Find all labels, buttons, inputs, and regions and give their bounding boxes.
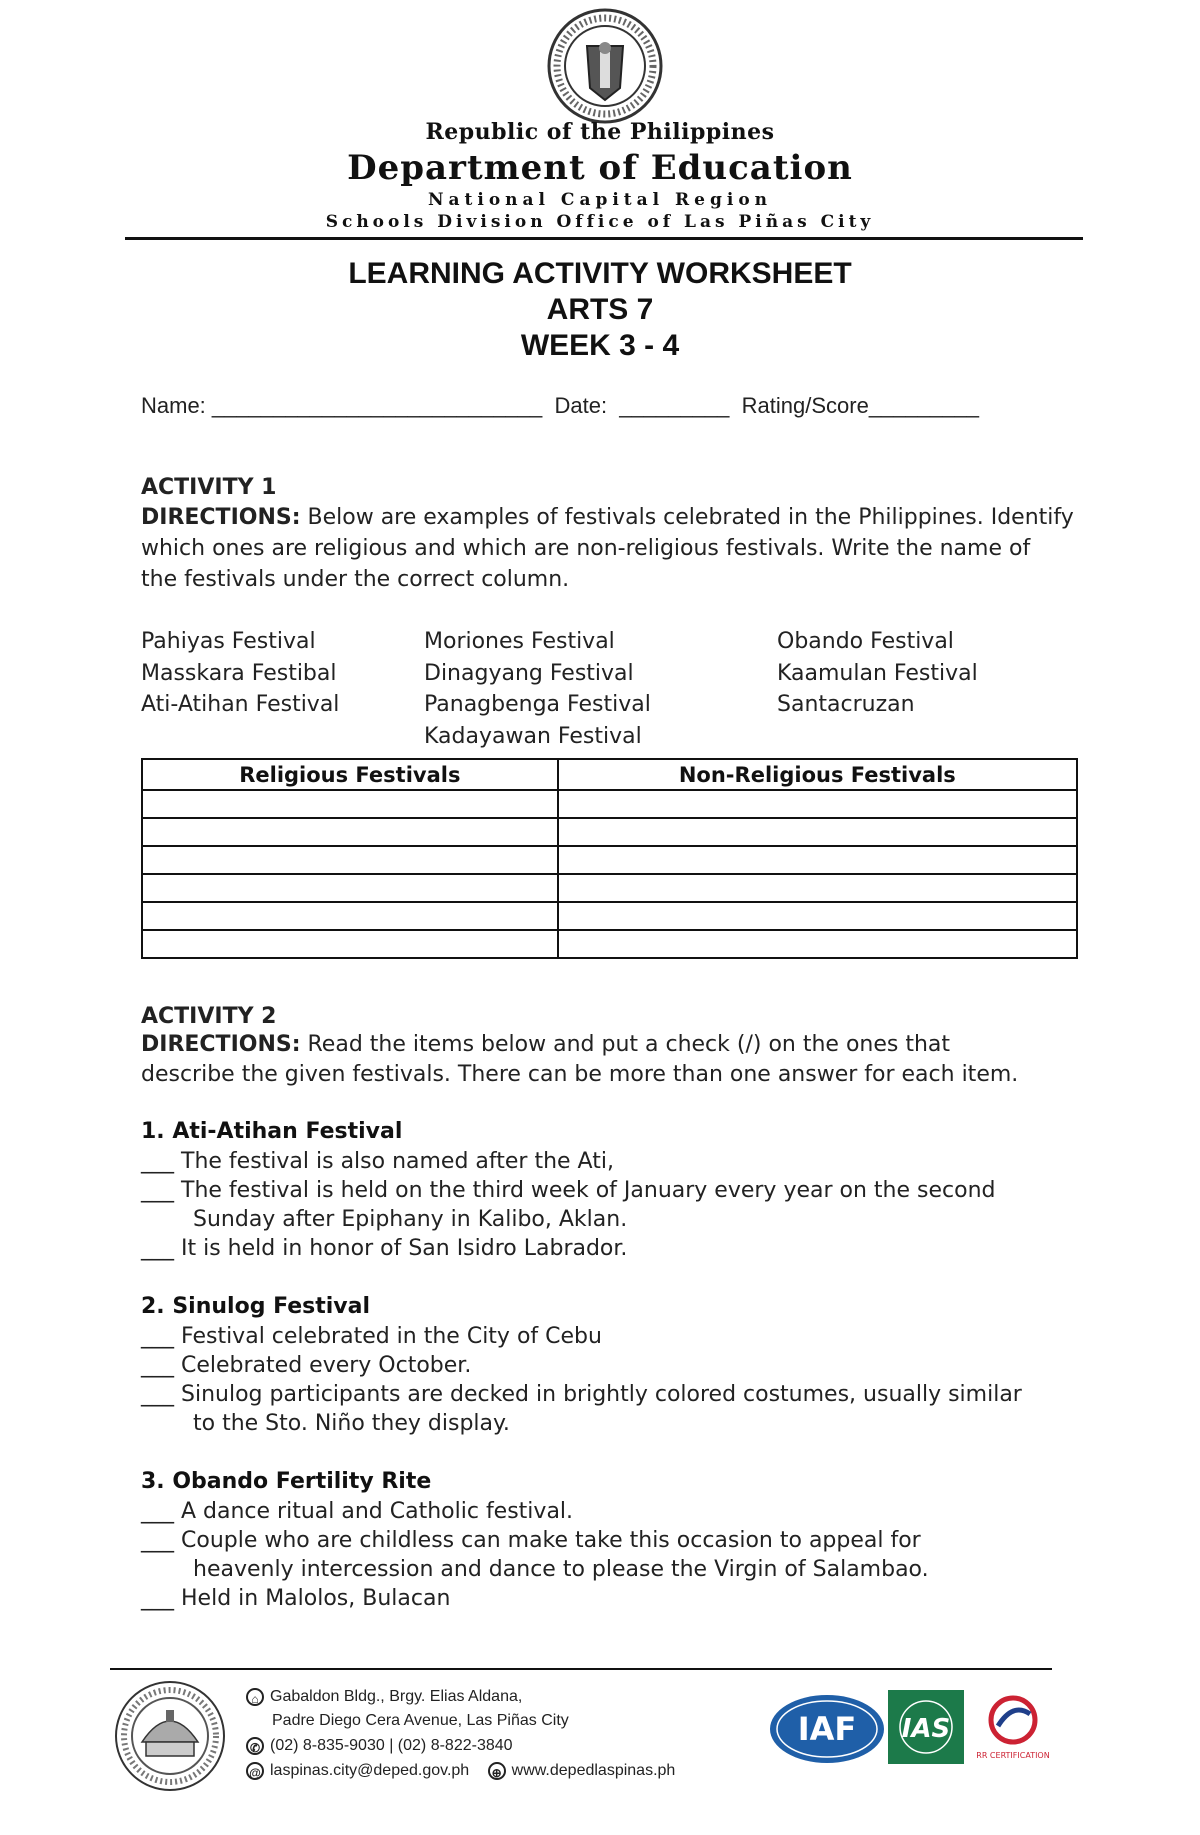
item-text: Festival celebrated in the City of Cebu	[181, 1324, 602, 1349]
footer-divider	[110, 1668, 1052, 1670]
festival-list-col2	[424, 626, 651, 752]
check-item	[141, 1526, 929, 1555]
division-heading: Schools Division Office of Las Piñas City	[325, 212, 875, 232]
item-text: Held in Malolos, Bulacan	[181, 1586, 451, 1611]
location-icon: ⌂	[246, 1688, 264, 1706]
website-text: www.depedlaspinas.ph	[511, 1762, 676, 1780]
check-item	[141, 1351, 1022, 1380]
table-row	[142, 818, 1077, 846]
answer-cell[interactable]	[142, 790, 558, 818]
answer-cell[interactable]	[558, 818, 1077, 846]
phone-text: (02) 8-835-9030 | (02) 8-822-3840	[270, 1737, 513, 1755]
ias-logo	[888, 1690, 964, 1764]
festival-name: Masskara Festibal	[141, 660, 337, 686]
answer-cell[interactable]	[558, 874, 1077, 902]
answer-cell[interactable]	[142, 818, 558, 846]
republic-heading: Republic of the Philippines	[425, 119, 775, 145]
answer-cell[interactable]	[558, 902, 1077, 930]
email-text: laspinas.city@deped.gov.ph	[270, 1762, 470, 1780]
item-text: Sinulog participants are decked in brightly colored costumes, usually similar	[181, 1382, 1022, 1407]
footer-address-line2: Padre Diego Cera Avenue, Las Piñas City	[272, 1712, 569, 1729]
table-row	[142, 902, 1077, 930]
check-blank[interactable]: ___	[141, 1528, 174, 1553]
directions-text: which ones are religious and which are non-religious festivals. Write the name of	[141, 536, 1031, 561]
check-blank[interactable]: ___	[141, 1499, 174, 1524]
festival-name: Panagbenga Festival	[424, 692, 651, 717]
address-text: Gabaldon Bldg., Brgy. Elias Aldana,	[270, 1688, 523, 1706]
check-item	[141, 1147, 995, 1176]
svg-text:IAS: IAS	[901, 1714, 951, 1744]
question3-items	[141, 1497, 929, 1613]
item-text: A dance ritual and Catholic festival.	[181, 1499, 574, 1524]
name-date-score-line: Name: ___________________________ Date: _________ Rating/Score_________	[141, 393, 979, 418]
answer-cell[interactable]	[142, 930, 558, 958]
festival-name: Santacruzan	[777, 692, 915, 717]
check-item	[141, 1234, 995, 1263]
item-text: Sunday after Epiphany in Kalibo, Aklan.	[193, 1207, 628, 1232]
question3-title: 3. Obando Fertility Rite	[141, 1469, 432, 1494]
table-row	[142, 874, 1077, 902]
activity1-heading: ACTIVITY 1	[141, 475, 277, 500]
svg-text:IAF: IAF	[797, 1710, 857, 1748]
check-blank[interactable]: ___	[141, 1324, 174, 1349]
check-blank[interactable]: ___	[141, 1353, 174, 1378]
item-text: heavenly intercession and dance to please the Virgin of Salambao.	[193, 1557, 929, 1582]
directions-text: Read the items below and put a check (/) on the ones that	[300, 1032, 951, 1057]
item-text: Couple who are childless can make take this occasion to appeal for	[181, 1528, 921, 1553]
table-row	[142, 846, 1077, 874]
answer-cell[interactable]	[142, 846, 558, 874]
festival-list-col3	[777, 626, 978, 721]
check-item	[141, 1497, 929, 1526]
check-blank[interactable]: ___	[141, 1178, 174, 1203]
directions-text: the festivals under the correct column.	[141, 567, 570, 592]
question1-title: 1. Ati-Atihan Festival	[141, 1119, 403, 1144]
footer-contact	[246, 1762, 675, 1780]
phone-icon: ✆	[246, 1737, 264, 1755]
activity2-heading: ACTIVITY 2	[141, 1004, 277, 1029]
answer-cell[interactable]	[142, 902, 558, 930]
festival-name: Kaamulan Festival	[777, 660, 978, 686]
festival-classification-table	[141, 758, 1078, 959]
item-text: The festival is also named after the Ati,	[181, 1149, 614, 1174]
activity1-directions	[141, 502, 1081, 595]
check-blank[interactable]: ___	[141, 1382, 174, 1407]
check-blank[interactable]: ___	[141, 1236, 174, 1261]
festival-name: Dinagyang Festival	[424, 660, 634, 686]
check-item	[141, 1380, 1022, 1409]
footer-address-line1	[246, 1688, 522, 1706]
answer-cell[interactable]	[558, 930, 1077, 958]
subject-title: ARTS 7	[546, 293, 654, 326]
directions-text: Below are examples of festivals celebrated in the Philippines. Identify	[300, 505, 1074, 530]
check-item	[141, 1176, 995, 1205]
sdo-las-pinas-logo	[112, 1680, 228, 1792]
festival-name: Kadayawan Festival	[424, 723, 642, 749]
week-title: WEEK 3 - 4	[520, 329, 680, 362]
check-blank[interactable]: ___	[141, 1586, 174, 1611]
table-row	[142, 930, 1077, 958]
check-item	[141, 1584, 929, 1613]
festival-list-col1	[141, 626, 339, 721]
check-blank[interactable]: ___	[141, 1149, 174, 1174]
table-row	[142, 790, 1077, 818]
region-heading: National Capital Region	[427, 190, 773, 210]
answer-cell[interactable]	[142, 874, 558, 902]
festival-name: Obando Festival	[777, 629, 954, 654]
item-text: The festival is held on the third week of January every year on the second	[181, 1178, 996, 1203]
globe-icon: ⊕	[488, 1762, 506, 1780]
directions-label: DIRECTIONS:	[141, 505, 301, 530]
directions-text: describe the given festivals. There can be more than one answer for each item.	[141, 1062, 1019, 1087]
check-item	[141, 1322, 1022, 1351]
header-divider	[125, 237, 1083, 240]
footer-phone	[246, 1737, 513, 1755]
department-heading: Department of Education	[347, 148, 853, 188]
certification-logo	[970, 1692, 1056, 1764]
worksheet-title: LEARNING ACTIVITY WORKSHEET	[348, 257, 852, 290]
svg-text:RR CERTIFICATION: RR CERTIFICATION	[976, 1751, 1050, 1760]
email-icon: @	[246, 1762, 264, 1780]
question1-items	[141, 1147, 995, 1263]
deped-seal-logo	[542, 8, 668, 124]
non-religious-column-header: Non-Religious Festivals	[558, 759, 1077, 790]
item-text: to the Sto. Niño they display.	[193, 1411, 510, 1436]
question2-items	[141, 1322, 1022, 1438]
question2-title: 2. Sinulog Festival	[141, 1294, 371, 1319]
answer-cell[interactable]	[558, 846, 1077, 874]
festival-name: Ati-Atihan Festival	[141, 692, 340, 717]
festival-name: Moriones Festival	[424, 629, 615, 654]
iaf-logo	[768, 1693, 886, 1765]
item-text: It is held in honor of San Isidro Labrador.	[181, 1236, 628, 1261]
activity2-directions	[141, 1030, 1081, 1090]
religious-column-header: Religious Festivals	[142, 759, 558, 790]
answer-cell[interactable]	[558, 790, 1077, 818]
item-text: Celebrated every October.	[181, 1353, 472, 1378]
festival-name: Pahiyas Festival	[141, 629, 316, 654]
directions-label: DIRECTIONS:	[141, 1032, 301, 1057]
